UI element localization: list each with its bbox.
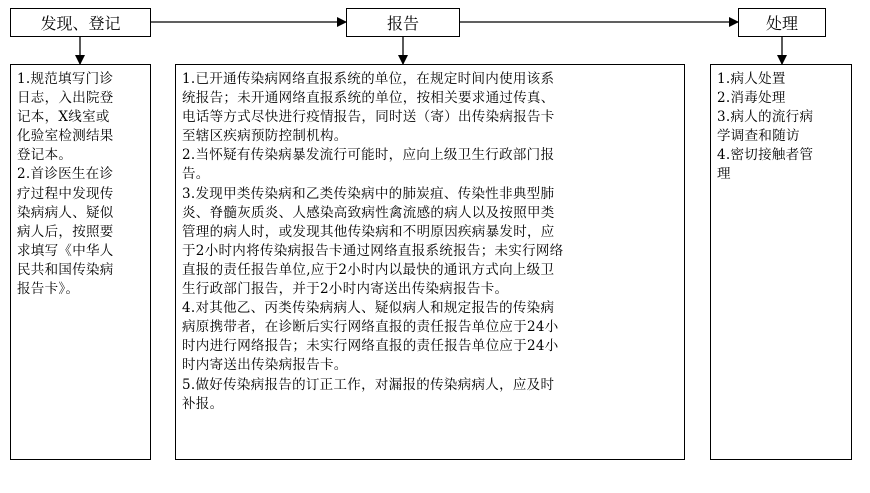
stage-report-title: 报告 xyxy=(386,14,419,33)
report-item-3: 3.发现甲类传染病和乙类传染病中的肺炭疽、传染性非典型肺 炎、脊髓灰质炎、人感染高致病性禽流感的病人以及按照甲类 管理的病人时，或发现其他传染病和不明原因疾病暴发时，应 于2小时内将传染病报告卡通过网络直报系统报告；未实行网络 直报的责任报告单位,应于2小时内以最快的通讯方式向上级卫 生行政部门报告，并于2小时内寄送出传染病报告卡。 xyxy=(182,185,564,298)
stage-handle-title: 处理 xyxy=(765,14,798,33)
report-item-4: 4.对其他乙、丙类传染病病人、疑似病人和规定报告的传染病 病原携带者，在诊断后实行网络直报的责任报告单位应于24小 时内进行网络报告；未实行网络直报的责任报告单位应于24小 时内寄送出传染病报告卡。 xyxy=(182,300,559,374)
discover-item-2: 2.首诊医生在诊 疗过程中发现传 染病病人、疑似 病人后，按照要 求填写《中华人 民共和国传染病 报告卡》。 xyxy=(17,166,114,298)
stage-report-body xyxy=(175,64,685,460)
stage-handle-body xyxy=(710,64,852,460)
stage-discover-body xyxy=(10,64,151,460)
handle-item-4: 4.密切接触者管 理 xyxy=(717,147,814,183)
handle-item-3: 3.病人的流行病 学调查和随访 xyxy=(717,109,814,145)
report-item-5: 5.做好传染病报告的订正工作，对漏报的传染病病人，应及时 补报。 xyxy=(182,376,555,412)
stage-discover-title: 发现、登记 xyxy=(40,14,121,33)
stage-report-header xyxy=(346,8,460,37)
report-item-1: 1.已开通传染病网络直报系统的单位，在规定时间内使用该系 统报告；未开通网络直报系统的单位，按相关要求通过传真、 电话等方式尽快进行疫情报告，同时送（寄）出传染病报告卡 至辖区疾病预防控制机构。 xyxy=(182,71,555,145)
report-item-2: 2.当怀疑有传染病暴发流行可能时，应向上级卫生行政部门报 告。 xyxy=(182,147,555,183)
stage-discover-header xyxy=(10,8,151,37)
handle-item-1: 1.病人处置 xyxy=(717,71,786,87)
discover-item-1: 1.规范填写门诊 日志，入出院登 记本，X线室或 化验室检测结果 登记本。 xyxy=(17,71,114,164)
handle-item-2: 2.消毒处理 xyxy=(717,90,786,107)
stage-handle-header xyxy=(738,8,826,37)
